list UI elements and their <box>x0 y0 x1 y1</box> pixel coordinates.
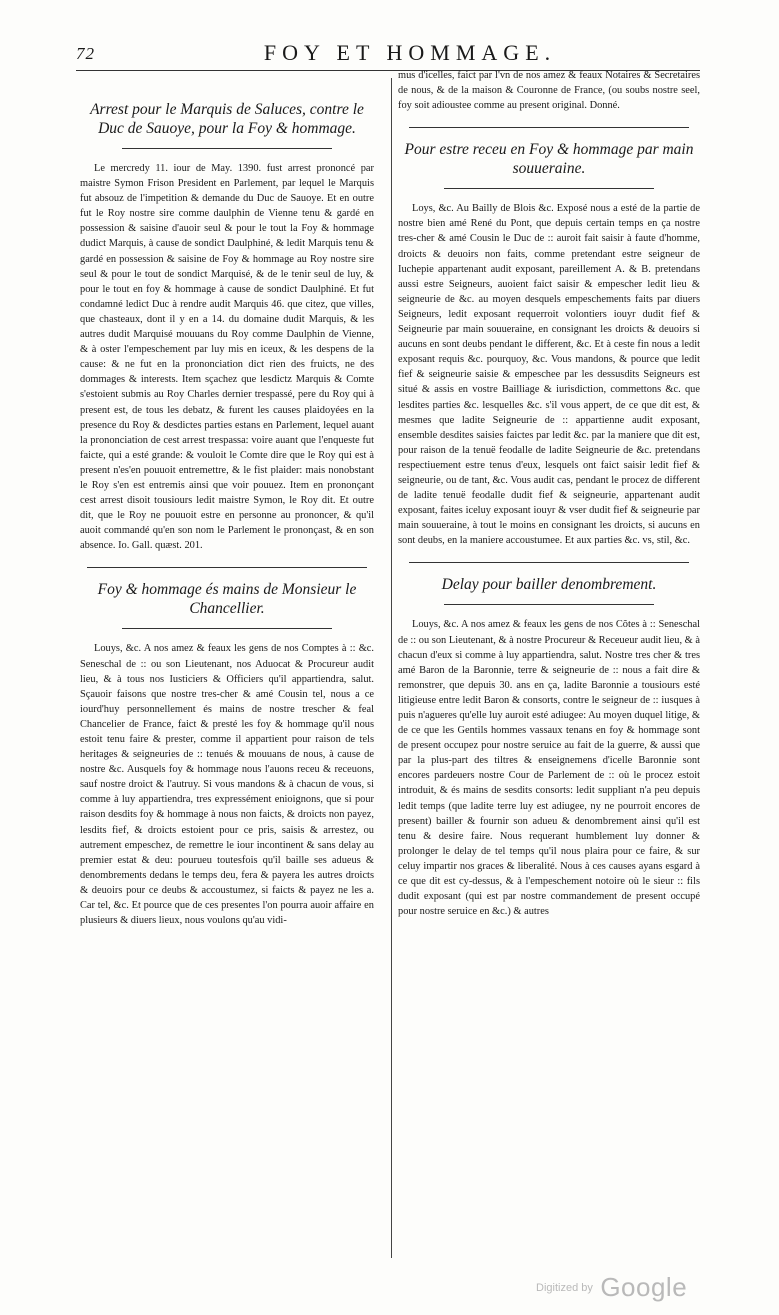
page-number: 72 <box>76 44 95 63</box>
title-rule <box>122 148 332 149</box>
right-column <box>398 68 700 919</box>
google-logo: Google <box>600 1272 688 1302</box>
continued-text: mus d'icelles, faict par l'vn de nos amez & feaux Notaires & Secretaires de nous, & de la maison & Couronne de France, (ou soubs nostre seel, foy soit adioustee comme au present original. Donné. <box>398 70 700 112</box>
title-rule <box>444 188 654 189</box>
section-body-main-souueraine: Loys, &c. Au Bailly de Blois &c. Exposé nous a esté de la partie de nostre bien amé René du Pont, que depuis certain temps en ça nostre tres-cher & amé Cousin le Duc de :: auroit fait saisir à faute d'homme, droicts & deuoirs non faits, comme pretendant estre seigneur de Iuchepie appartenant audit exposant, pareillement A. & B. pretendans aussi estre Seigneurs, auoient faict saisir & empescher ledit lieu & seigneurie de &c. au moyen desquels empeschements faits par diuers Seigneurs, ledit exposant requerroit volontiers iouyr dudit fief & Seigneurie par main souueraine, en consignant les droicts & deuoirs si aucuns en sont deubs pendant le different, &c. Et à ceste fin nous a ledit exposant requis &c. pourquoy, &c. Vous mandons, & pource que ledit fief & seigneurie saisie & empeschee par les dessusdits Seigneurs est situé & assis en vostre Bailliage & iurisdiction, commettons &c. que lesdites parties &c. lesquelles &c. s'il vous appert, de ce que dit est, & mesmes que ladite Seigneurie de :: appartienne audit exposant, ensemble desdites saisies faictes par ledit &c. par la maniere que dit est, pour raison de la tenuë feodalle de ladite Seigneurie de &c. pretendans respectiuement estre tenus d'eux, lesquels ont faict saisir ledit fief & seigneurie, ou de tant, &c. Vous audit cas, pendant le procez de different de ladite tenuë feodalle dudit fief & seigneurie, appartenant audit exposant, faites iceluy exposant iouyr & vser dudit fief & seigneurie par main souueraine, à tout le moins en consignant les droicts, si aucuns en sont deubs, en la maniere accoustumee. Et aux parties &c. vs, stil, &c. <box>398 203 700 547</box>
section-body-chancellier: Louys, &c. A nos amez & feaux les gens de nos Comptes à :: &c. Seneschal de :: ou son Lieutenant, nos Aduocat & Procureur audit lieu, & à tous nos Iusticiers & Officiers qu'il appartiendra, salut. Sçauoir faisons que nostre tres-cher & amé Cousin tel, nous a ce iourd'huy personnellement és mains de nostre trescher & feal Chancelier de France, faict & presté les foy & hommage qu'il nous estoit tenu faire & prester, comme il appartient pour raison de tels heritages & seigneuries de :: tenués & mouuans de nous, à cause de nostre &c. Ausquels foy & hommage nous l'auons receu & receuons, sauf nostre droict & l'autruy. Si vous mandons & à chacun de vous, si comme à luy appartiendra, tres expressément enioignons, que si pour raison desdits foy & hommage à nous non faicts, & droicts non payez, lesdits fief, & droicts estoient pour ce pris, saisis & arrestez, ou autrement empeschez, de remettre le iour incontinent & sans delay au premier estat & deu: pourueu toutesfois qu'il baille ses adueus & denombrements dedans le temps deu, fera & payera les autres droicts & deuoirs pour ce deubs & accoustumez, si faicts & payez ne les a. Car tel, &c. Et pource que de ces presentes l'on pourra auoir affaire en plusieurs & diuers lieux, nous voulons qu'au vidi- <box>80 643 374 927</box>
column-divider <box>391 78 392 1258</box>
section-title-chancellier: Foy & hommage és mains de Monsieur le Chancellier. <box>97 581 357 618</box>
digitized-watermark <box>536 1272 687 1303</box>
title-rule <box>444 604 654 605</box>
section-title-delay: Delay pour bailler denombrement. <box>441 576 657 594</box>
section-divider <box>409 127 689 128</box>
running-title: FOY ET HOMMAGE. <box>263 40 557 65</box>
section-body-arrest: Le mercredy 11. iour de May. 1390. fust arrest prononcé par maistre Symon Frison President en Parlement, par lequel le Marquis fut absouz de l'impetition & demande du Duc de Sauoye. Et en outre fut le Roy nostre sire comme daulphin de Vienne tenu & gardé en possession & saisine d'auoir seul & pour le tout la Foy & hommage dudict Marquis, à cause de sondict Daulphiné, & ledit Marquis tenu & gardé en possession & saisine de Foy & hommage au Roy nostre sire seul & pour le tout de sondict Marquisé, & de le tenir seul de luy, & pour le tout en foy & hommage à cause de sondict Daulphiné. Et fut condamné ledict Duc à rendre audit Marquis 46. que citez, que villes, que chasteaux, dont il y en a 14. du domaine dudit Marquis, & les autres dudit Marquisé mouuans du Roy comme Daulphin de Vienne, & à oster l'empeschement par luy mis en iceux, & les despens de la cause: & ne fut en la prononciation dict rien des fruicts, ne des dommages & interests. Item sçachez que lesdictz Marquis & Comte s'estoient submis au Roy Charles dernier trespassé, pere du Roy qui à present est, de tous les debatz, & furent les causes plaidoyées en la presence du Roy & desdictes parties estans en Parlement, lequel auant la prononciation de cest arrest trespassa: voire auant que l'enqueste fut faicte, qui a esté grande: & vouloit le Comte dire que le Roy qui est à present n'es'en pouuoit entremettre, & le fist plaider: mais nonobstant le Roy s'en est entremis ainsi que voir pouuez. Item en prononçant cest arrest disoit tousiours ledit maistre Symon, le Roy dit. Et outre dit, que le Roy ne pouuoit estre en personne au prononcer, & qu'il auoit commandé qu'en son nom le Parlement le prononçast, & en son absence. Io. Gall. quæst. 201. <box>80 163 374 552</box>
section-body-delay: Louys, &c. A nos amez & feaux les gens de nos Cõtes à :: Seneschal de :: ou son Lieutenant, & à nostre Procureur & Receueur audit lieu, & à chacun d'eux si comme à luy appartiendra, salut. Nostre tres cher & tres amé Baron de la Baronnie, terre & seigneurie de :: nous a fait dire & remonstrer, que depuis 30. ans en ça, ladite Baronnie a tousiours esté litigieuse entre ledit Baron & consorts, contre le seigneur de :: iusques à puis n'agueres qu'elle luy auroit esté adiugee: Au moyen duquel litige, & de ce que les Gentils hommes vassaux tenans en foy & hommage sont de present occupez pour nostre seruice au fait de la guerre, & aussi que par la plus-part des tiltres & enseignemens d'icelle Baronnie sont encores pardeuers nostre Cour de Parlement de :: où le procez estoit introduit, & és mains de sesdits consorts: ledit suppliant n'a peu depuis ledit temps (que ladite terre luy est adiugee, ny ne pourroit encores de present) bailler & fournir son adueu & denombrement ainsi qu'il est tenu & desire faire. Nous requerant humblement luy donner & prolonger le delay de tel temps qu'il nous plaira pour ce faire, & sur celuy impartir nos graces & liberalité. Nous à ces causes ayans esgard à ce que dit est cy-dessus, & à l'empeschement notoire où le sieur :: fils dudit exposant (qui est par nostre commandement de present occupé pour nostre seruice en &c.) & autres <box>398 619 700 918</box>
section-divider <box>87 567 367 568</box>
left-column <box>80 100 374 928</box>
watermark-prefix: Digitized by <box>536 1281 593 1294</box>
title-rule <box>122 628 332 629</box>
section-divider <box>409 562 689 563</box>
section-title-main-souueraine: Pour estre receu en Foy & hommage par main souueraine. <box>404 141 694 178</box>
section-title-arrest: Arrest pour le Marquis de Saluces, contre le Duc de Sauoye, pour la Foy & hommage. <box>90 101 364 137</box>
